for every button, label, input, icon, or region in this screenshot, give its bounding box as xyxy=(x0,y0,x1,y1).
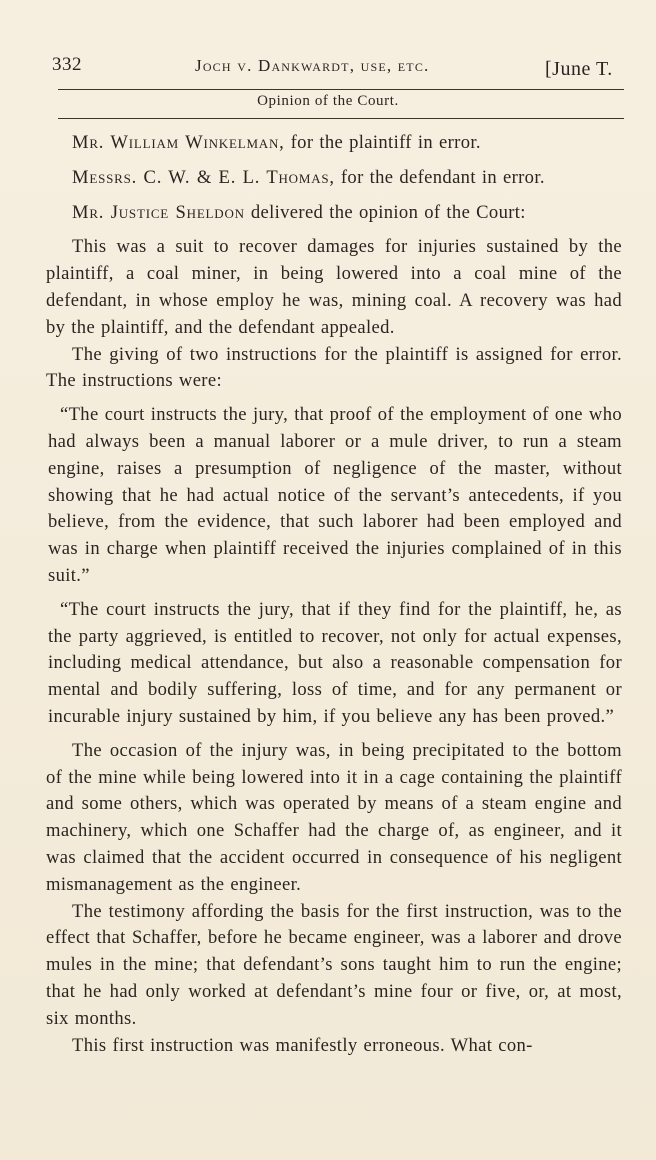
opinion-body xyxy=(46,130,622,1059)
term-label: [June T. xyxy=(545,58,613,80)
paragraph: The occasion of the injury was, in being precipitated to the bottom of the mine while being lowered into it in a cage containing the plaintiff and some others, which was operated by means of a steam engine and machinery, which one Schaffer had the charge of, as engineer, and it was claimed that the accident occurred in consequence of his negligent mismanagement as the engineer. xyxy=(46,739,622,895)
running-head xyxy=(52,52,632,84)
paragraph: This was a suit to recover damages for injuries sustained by the plaintiff, a coal miner, in being lowered into a coal mine of the defendant, in whose employ he was, mining coal. A recovery was had by the plaintiff, and the defendant appealed. xyxy=(46,236,622,338)
quoted-instruction: “The court instructs the jury, that proof of the employment of one who had always been a manual laborer or a mule driver, to run a steam engine, raises a presumption of negligence of the master, without showing that he had actual notice of the servant’s antecedents, if you believe, from the evidence, that such laborer had been employed and was in charge when plaintiff received the injuries complained of in this suit.” xyxy=(48,404,622,586)
paragraph: The giving of two instructions for the plaintiff is assigned for error. The instructions were: xyxy=(46,343,622,392)
section-subhead: Opinion of the Court. xyxy=(257,93,399,109)
opinion-intro-text: delivered the opinion of the Court: xyxy=(250,201,526,223)
paragraph: This first instruction was manifestly erroneous. What con- xyxy=(72,1034,533,1056)
counsel-defendant xyxy=(46,165,622,192)
opinion-intro xyxy=(46,200,622,227)
counsel-plaintiff xyxy=(46,130,622,157)
paragraph: The testimony affording the basis for the first instruction, was to the effect that Schaffer, before he became engineer, was a laborer and drove mules in the mine; that defendant’s sons taught him to run the engine; that he had only worked at defendant’s mine four or five, or, at most, six months. xyxy=(46,900,622,1029)
quoted-instruction: “The court instructs the jury, that if they find for the plaintiff, he, as the party aggrieved, is entitled to recover, not only for actual expenses, including medical attendance, but also a reasonable compensation for mental and bodily suffering, loss of time, and for any permanent or incurable injury sustained by him, if you believe any has been proved.” xyxy=(48,598,622,727)
case-title: Joch v. Dankwardt, use, etc. xyxy=(195,56,430,75)
page-number: 332 xyxy=(52,54,82,75)
counsel-role: for the plaintiff in error. xyxy=(290,132,481,153)
judge-name: Mr. Justice Sheldon xyxy=(72,201,245,223)
header-rule-top xyxy=(58,89,624,90)
header-rule-bottom xyxy=(58,118,624,119)
counsel-role: for the defendant in error. xyxy=(340,166,545,188)
counsel-name: Mr. William Winkelman, xyxy=(72,132,285,153)
counsel-name: Messrs. C. W. & E. L. Thomas, xyxy=(72,166,335,188)
